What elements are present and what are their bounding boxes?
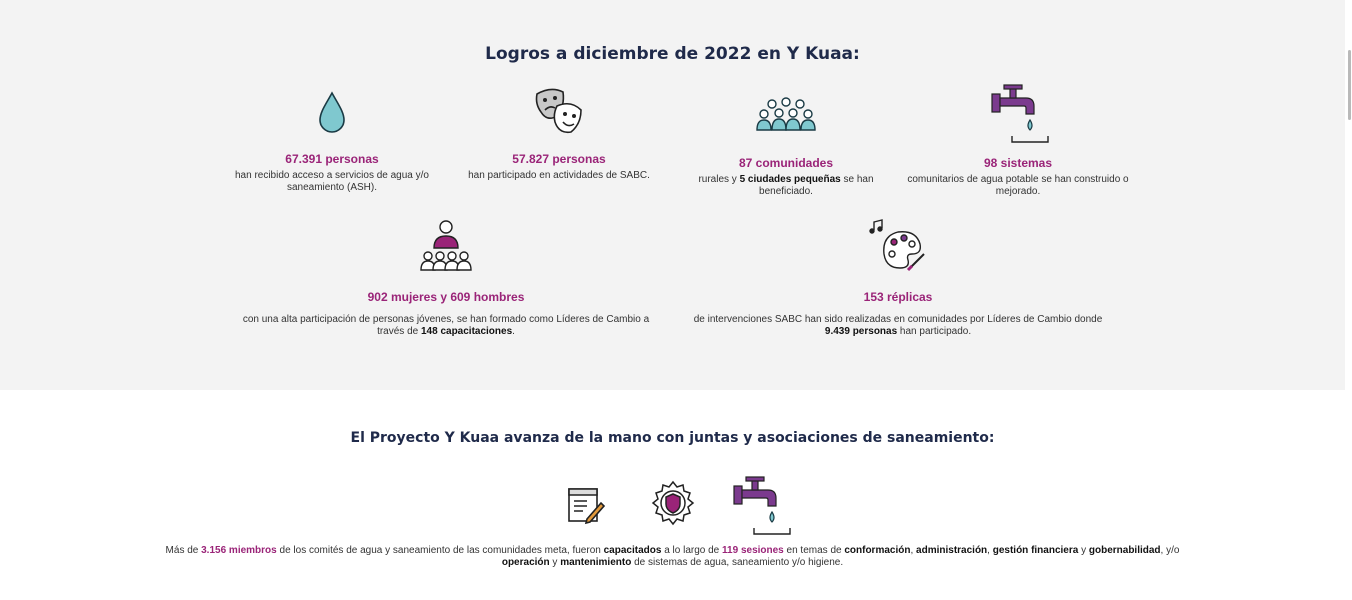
stat-value: 902 mujeres y 609 hombres	[367, 290, 525, 304]
stat-description: de intervenciones SABC han sido realizadas en comunidades por Líderes de Cambio donde 9.439 personas han participado.	[693, 314, 1103, 337]
partnership-description: Más de 3.156 miembros de los comités de agua y saneamiento de las comunidades meta, fueron capacitados a lo largo de 119 sesiones en temas de conformación, administración, gestión financiera y gobernabilidad, y/o operación y mantenimiento de sistemas de agua, saneamiento y/o higiene.	[165, 545, 1180, 568]
stat-people-access	[222, 88, 442, 194]
scrollbar-thumb[interactable]	[1348, 50, 1351, 120]
document-edit-icon	[565, 485, 605, 525]
stat-people-sabc	[449, 84, 669, 182]
theater-masks-icon	[531, 84, 587, 138]
stat-description: han participado en actividades de SABC.	[468, 170, 650, 181]
water-faucet-icon	[986, 80, 1050, 144]
stat-description: con una alta participación de personas jóvenes, se han formado como Líderes de Cambio a través de 148 capacitaciones.	[242, 314, 650, 337]
stat-value: 153 réplicas	[863, 290, 933, 304]
stat-description: rurales y 5 ciudades pequeñas se han beneficiado.	[698, 174, 874, 197]
stat-value: 57.827 personas	[512, 152, 606, 166]
stat-value: 98 sistemas	[983, 156, 1053, 170]
stat-change-leaders	[236, 218, 656, 338]
leader-group-icon	[416, 218, 476, 274]
page-scrollbar[interactable]	[1345, 0, 1352, 600]
water-faucet-icon	[728, 472, 792, 536]
stat-replicas	[680, 218, 1116, 338]
stat-value: 87 comunidades	[738, 156, 834, 170]
stat-description: comunitarios de agua potable se han construido o mejorado.	[907, 174, 1129, 197]
stat-description: han recibido acceso a servicios de agua y/o saneamiento (ASH).	[234, 170, 429, 193]
water-drop-icon	[312, 88, 352, 138]
gear-shield-icon	[650, 480, 696, 526]
partnership-title: El Proyecto Y Kuaa avanza de la mano con juntas y asociaciones de saneamiento:	[350, 430, 995, 446]
stat-value: 67.391 personas	[285, 152, 379, 166]
partnership-icons	[0, 470, 1345, 534]
community-people-icon	[754, 96, 818, 136]
stat-water-systems	[903, 80, 1133, 198]
art-palette-icon	[868, 218, 928, 274]
achievements-title: Logros a diciembre de 2022 en Y Kuaa:	[485, 44, 860, 64]
stat-communities	[676, 96, 896, 198]
